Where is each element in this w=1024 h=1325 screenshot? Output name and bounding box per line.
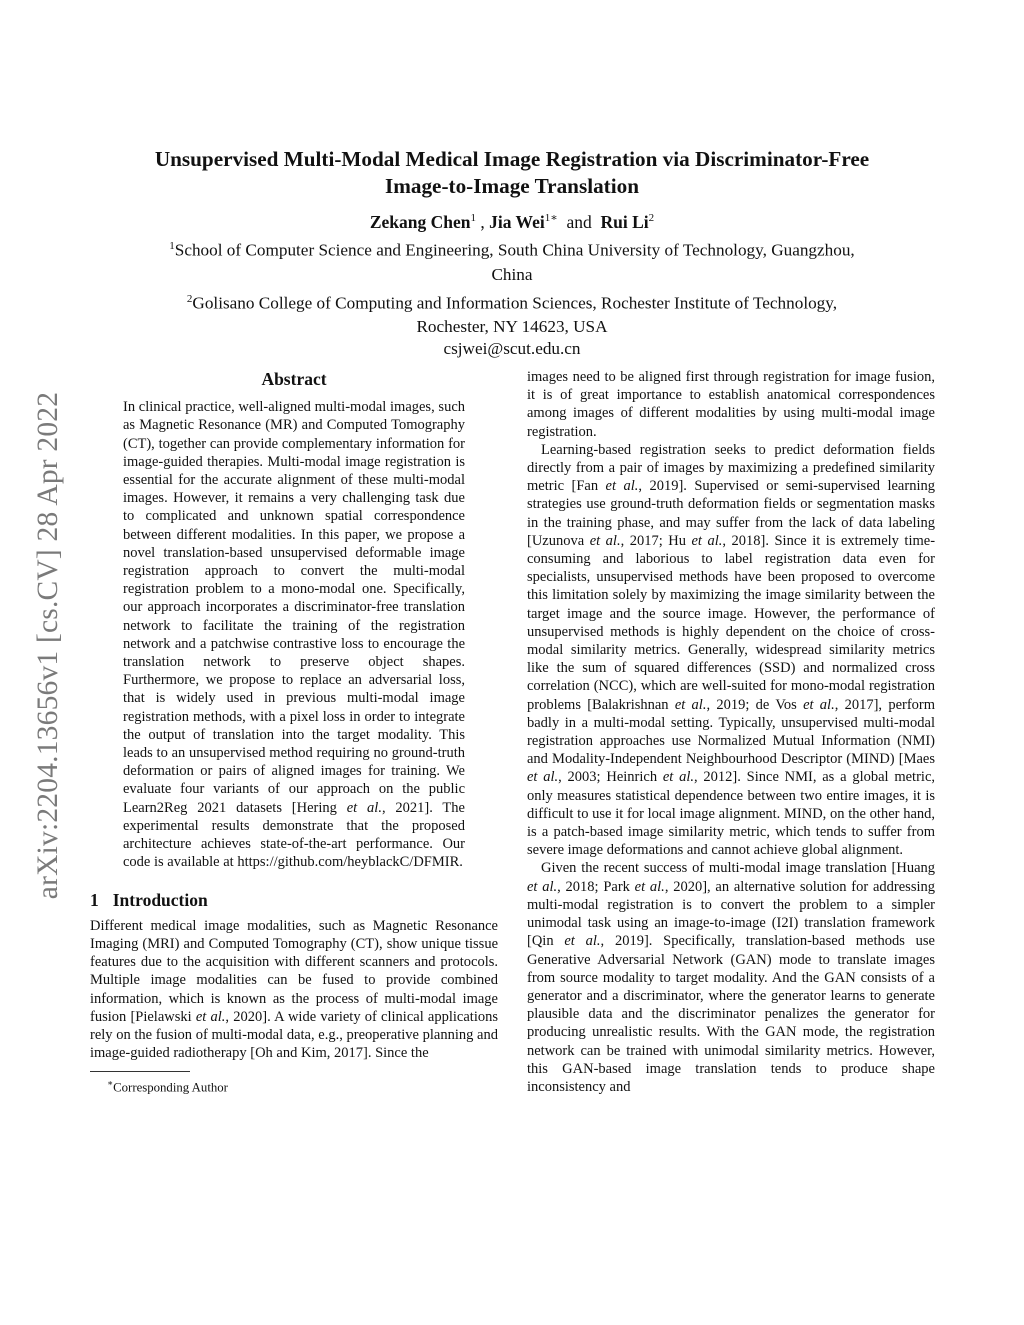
abstract-heading: Abstract [261, 369, 327, 389]
arxiv-identifier-text: arXiv:2204.13656v1 [cs.CV] 28 Apr 2022 [32, 391, 65, 899]
citation-etal: et al. [527, 878, 558, 895]
left-column [90, 368, 498, 1096]
citation-etal: et al. [589, 532, 621, 549]
citation-etal: et al. [674, 696, 707, 713]
paper-header [90, 146, 934, 359]
affiliation-1 [90, 234, 934, 287]
paragraph-text: , 2020], an alternative solution for addressing multi-modal registration is to convert the problem to a simpler unimodal task using an image-to-image (I2I) translation framework [Qin [527, 878, 935, 950]
author-affiliation-mark: 1∗ [544, 212, 558, 224]
body-paragraph: images need to be aligned first through registration for image fusion, it is of great importance to establish anatomical correspondences among images of different modalities by using multi-modal image registration. [527, 369, 935, 440]
affiliation-2 [90, 287, 934, 340]
author-name: Zekang Chen [369, 211, 471, 232]
citation-etal: et al. [346, 799, 382, 816]
affiliation-mark: 2 [186, 292, 193, 305]
contact-email: csjwei@scut.edu.cn [443, 339, 581, 359]
paragraph-text: , 2018]. Since it is extremely time-consuming and laborious to label registration data even for specialists, unsupervised methods have been proposed to overcome this limitation solely by maximizing the image similarity between the target image and the source image. However, the performance of unsupervised methods is highly dependent on the choice of cross-modal similarity metrics. Generally, widespread similarity metrics like the sum of squared differences (SSD) and normalized cross correlation (NCC), which are well-suited for mono-modal registration problems [Balakrishnan [527, 532, 936, 713]
citation-etal: et al. [605, 478, 639, 495]
paragraph-text: , 2012]. Since NMI, as a global metric, only measures statistical dependence between two entire images, it is difficult to use it for local image alignment. MIND, on the other hand, is a patch-based image similarity metric, which tends to suffer from severe image deformations and cannot achieve global alignment. [527, 769, 936, 859]
author-affiliation-mark: 2 [648, 212, 655, 224]
paragraph-text: Different medical image modalities, such as Magnetic Resonance Imaging (MRI) and Computed Tomography (CT), show unique tissue features due to the acquisition with different scanners and protocols. Multiple image modalities can be fused to provide combined information, which is known as the process of multi-modal image fusion [Pielawski [90, 917, 498, 1025]
author-affiliation-mark: 1 [470, 212, 476, 224]
citation-etal: et al. [527, 769, 559, 786]
abstract-body [123, 398, 465, 871]
footnote-mark: ∗ [107, 1078, 114, 1089]
paragraph-text: , 2019; de Vos [706, 696, 804, 713]
citation-etal: et al. [564, 933, 601, 950]
citation-etal: et al. [662, 769, 695, 786]
abstract-text: In clinical practice, well-aligned multi-modal images, such as Magnetic Resonance (MR) and Computed Tomography (CT), together can provide complementary information for image-guided therapies. Multi-modal image registration is essential for the accurate alignment of these multi-modal images. However, it remains a very challenging task due to complicated and unknown spatial correspondence between different modalities. In this paper, we propose a novel translation-based unsupervised deformable image registration approach to convert the multi-modal registration problem to a mono-modal one. Specifically, our approach incorporates a discriminator-free translation network to facilitate the training of the registration network and a patchwise contrastive loss to encourage the translation network to preserve object shapes. Furthermore, we propose to replace an adversarial loss, that is widely used in previous multi-modal image registration methods, with a pixel loss in order to integrate the output of translation into the target modality. This leads to an unsupervised method requiring no ground-truth deformation or pairs of aligned images for training. We evaluate four variants of our approach on the public Learn2Reg 2021 datasets [Hering [123, 399, 465, 816]
citation-etal: et al. [691, 532, 723, 549]
affiliation-text: Golisano College of Computing and Information Sciences, Rochester Institute of Technology, [192, 293, 838, 313]
author-list [90, 207, 934, 234]
right-column [527, 368, 935, 1096]
paragraph-text: Learning-based registration seeks to predict deformation fields directly from a pair of images by maximizing a predefined similarity metric [Fan [527, 441, 935, 495]
paragraph-text: , 2020]. A wide variety of clinical applications rely on the fusion of multi-modal data, e.g., preoperative planning and image-guided radiotherapy [Oh and Kim, 2017]. Since the [90, 1008, 498, 1062]
citation-etal: et al. [195, 1008, 226, 1025]
affiliation-text: School of Computer Science and Engineering, South China University of Technology, Guangzhou, [174, 240, 855, 260]
paragraph-text: , 2017], perform badly in a multi-modal setting. Typically, unsupervised multi-modal registration approaches use Normalized Mutual Information (NMI) and Modality-Independent Neighbourhood Descriptor (MIND) [Maes [527, 696, 936, 768]
paragraph-text: , 2017; Hu [620, 532, 692, 549]
intro-paragraph [90, 917, 498, 1063]
section-number: 1 [90, 890, 99, 911]
footnote-text: Corresponding Author [113, 1080, 228, 1095]
paragraph-text: , 2003; Heinrich [558, 769, 663, 786]
footnote-divider [90, 1071, 190, 1072]
citation-etal: et al. [634, 878, 665, 895]
citation-etal: et al. [803, 696, 835, 713]
body-paragraph [527, 441, 935, 860]
arxiv-identifier [29, 350, 69, 940]
author-separator: , [476, 211, 490, 232]
section-title: Introduction [112, 890, 208, 911]
abstract-section [123, 370, 465, 871]
footnote [90, 1076, 498, 1095]
section-heading-introduction [90, 891, 498, 909]
abstract-text: , 2021]. The experimental results demonstrate that the proposed architecture achieves state-of-the-art performance. Our code is available at https://github.com/heyblackC/DFMIR. [123, 799, 465, 871]
paragraph-text: , 2019]. Specifically, translation-based methods use Generative Adversarial Network (GAN) mode to translate images from source modality to target modality. And the GAN consists of a generator and a discriminator, where the generator learns to generate plausible data and the discriminator penalizes the generator for producing unrealistic results. With the GAN mode, the registration network can be trained with unimodal similarity metrics. However, this GAN-based image translation tends to produce shape inconsistency and [527, 933, 935, 1095]
paper-title [90, 146, 934, 200]
paragraph-text: , 2018; Park [557, 878, 635, 895]
affiliation-text: Rochester, NY 14623, USA [416, 317, 608, 337]
paragraph-text: , 2019]. Supervised or semi-supervised learning strategies use ground-truth deformation fields or segmentation masks in the training phase, and may suffer from the lack of data labeling [Uzunova [527, 478, 935, 549]
body-paragraph [527, 859, 935, 1096]
author-name: Jia Wei [489, 211, 545, 232]
affiliation-text: China [491, 264, 533, 284]
title-line-2: Image-to-Image Translation [384, 174, 640, 198]
paragraph-text: Given the recent success of multi-modal image translation [Huang [541, 860, 935, 877]
author-separator: and [566, 211, 592, 232]
affiliation-mark: 1 [169, 239, 175, 252]
author-name: Rui Li [600, 211, 649, 232]
title-line-1: Unsupervised Multi-Modal Medical Image Registration via Discriminator-Free [154, 147, 870, 171]
